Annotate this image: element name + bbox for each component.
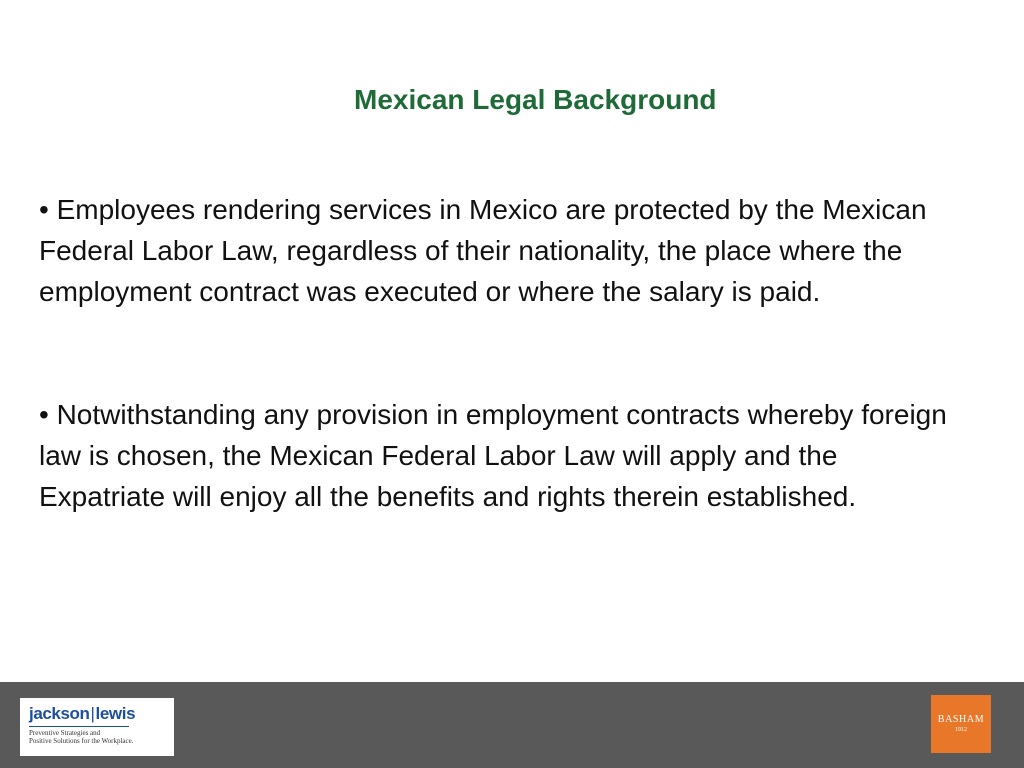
logo-tagline-line: Positive Solutions for the Workplace. [29, 737, 134, 745]
jackson-lewis-wordmark: jackson|lewis [29, 704, 136, 723]
footer-bar [0, 682, 1024, 768]
basham-logo [931, 695, 991, 753]
slide-body [39, 189, 969, 517]
jackson-lewis-logo [20, 698, 174, 756]
bullet-point: • Notwithstanding any provision in employment contracts whereby foreign law is chosen, the Mexican Federal Labor Law will apply and the Expatriate will enjoy all the benefits and rights therein established. [39, 399, 947, 512]
bullet-point: • Employees rendering services in Mexico are protected by the Mexican Federal Labor Law, regardless of their nationality, the place where the employment contract was executed or where the salary is paid. [39, 194, 927, 307]
basham-logo-name: BASHAM [937, 714, 985, 725]
logo-tagline-line: Preventive Strategies and [29, 729, 101, 737]
logo-divider [29, 726, 129, 727]
slide-title: Mexican Legal Background [354, 84, 717, 115]
basham-logo-year: 1912 [955, 727, 967, 733]
